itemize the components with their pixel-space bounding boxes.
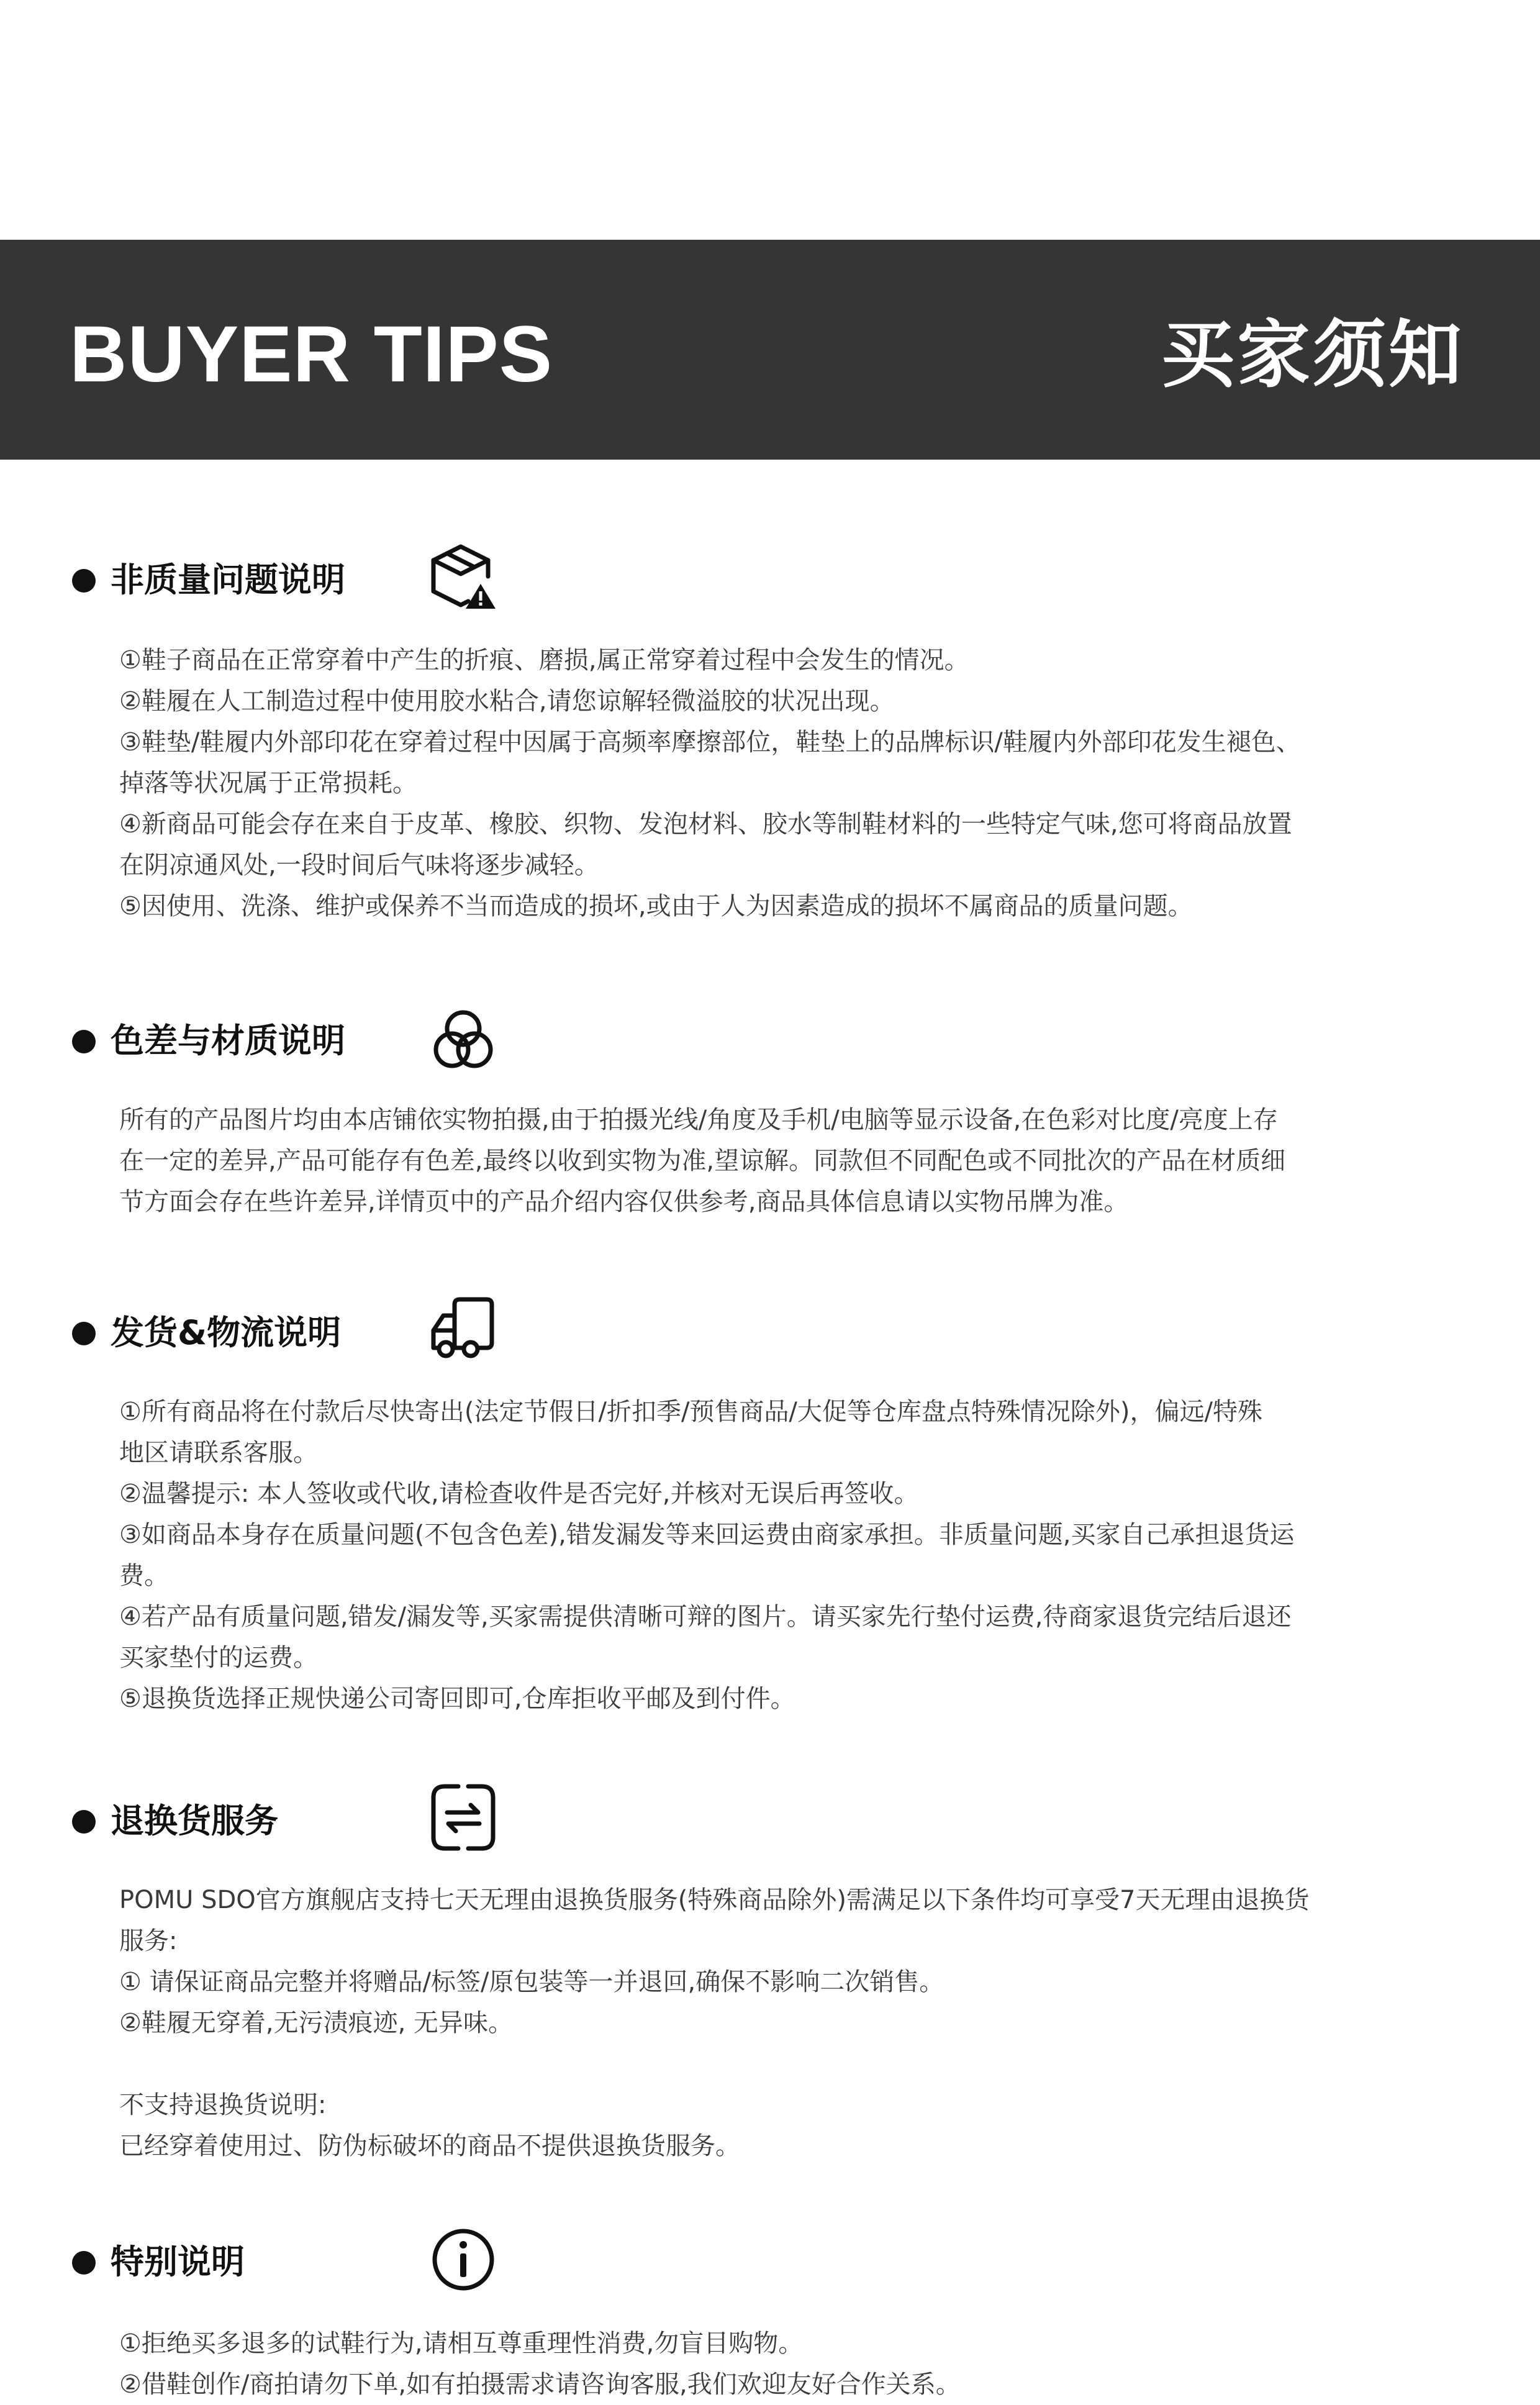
delivery-truck-icon [425,1291,502,1368]
body-line: 已经穿着使用过、防伪标破坏的商品不提供退换货服务。 [119,2132,740,2160]
banner-title-zh: 买家须知 [1161,312,1464,398]
body-line: 服务: [119,1927,178,1955]
bullet-dot [72,1030,96,1053]
body-line: ③鞋垫/鞋履内外部印花在穿着过程中因属于高频率摩擦部位，鞋垫上的品牌标识/鞋履内外部印花发生褪色、 [119,728,1301,757]
body-line: 在阴凉通风处,一段时间后气味将逐步减轻。 [119,851,599,880]
body-line: ②鞋履无穿着,无污渍痕迹, 无异味。 [119,2009,514,2037]
body-line: ②鞋履在人工制造过程中使用胶水粘合,请您谅解轻微溢胶的状况出现。 [119,687,895,716]
info-icon [425,2221,502,2298]
body-line: ①拒绝买多退多的试鞋行为,请相互尊重理性消费,勿盲目购物。 [119,2329,804,2358]
section-body [119,1099,1423,1222]
body-line: ①鞋子商品在正常穿着中产生的折痕、磨损,属正常穿着过程中会发生的情况。 [119,646,969,675]
box-warning-icon [425,538,502,615]
bullet-dot [72,2251,96,2275]
body-line: ⑤因使用、洗涤、维护或保养不当而造成的损坏,或由于人为因素造成的损坏不属商品的质量问题。 [119,892,1193,921]
body-line: ④新商品可能会存在来自于皮革、橡胶、织物、发泡材料、胶水等制鞋材料的一些特定气味,您可将商品放置 [119,810,1292,839]
body-line: 在一定的差异,产品可能存有色差,最终以收到实物为准,望谅解。同款但不同配色或不同批次的产品在材质细 [119,1147,1286,1175]
body-line: ②温馨提示: 本人签收或代收,请检查收件是否完好,并核对无误后再签收。 [119,1480,919,1508]
section-heading: 色差与材质说明 [111,1021,345,1060]
section-heading: 退换货服务 [111,1801,278,1840]
body-line: ②借鞋创作/商拍请勿下单,如有拍摄需求请咨询客服,我们欢迎友好合作关系。 [119,2370,961,2399]
blank-line [119,2044,1423,2084]
section-heading: 特别说明 [111,2242,245,2281]
section-body [119,1880,1423,2166]
bullet-dot [72,1810,96,1834]
banner-title-en: BUYER TIPS [70,310,553,399]
body-line: 买家垫付的运费。 [119,1643,318,1672]
header-banner [0,240,1540,460]
section-heading: 发货&物流说明 [111,1313,342,1352]
section-body [119,1391,1423,1719]
body-line: ⑤退换货选择正规快递公司寄回即可,仓库拒收平邮及到付件。 [119,1684,795,1713]
section-body [119,640,1423,927]
body-line: 费。 [119,1562,169,1590]
section-heading: 非质量问题说明 [111,560,345,599]
bullet-dot [72,569,96,593]
body-line: 不支持退换货说明: [119,2091,327,2119]
body-line: ③如商品本身存在质量问题(不包含色差),错发漏发等来回运费由商家承担。非质量问题,买家自己承担退货运 [119,1521,1295,1549]
body-line: ①所有商品将在付款后尽快寄出(法定节假日/折扣季/预售商品/大促等仓库盘点特殊情况除外)，偏远/特殊 [119,1398,1262,1426]
body-line: POMU SDO官方旗舰店支持七天无理由退换货服务(特殊商品除外)需满足以下条件均可享受7天无理由退换货 [119,1886,1310,1914]
exchange-icon [425,1779,502,1856]
body-line: ① 请保证商品完整并将赠品/标签/原包装等一并退回,确保不影响二次销售。 [119,1968,944,1996]
body-line: 地区请联系客服。 [119,1439,318,1467]
body-line: ④若产品有质量问题,错发/漏发等,买家需提供清晰可辩的图片。请买家先行垫付运费,待商家退货完结后退还 [119,1603,1292,1631]
body-line: 所有的产品图片均由本店铺依实物拍摄,由于拍摄光线/角度及手机/电脑等显示设备,在色彩对比度/亮度上存 [119,1106,1278,1134]
section-body [119,2323,1423,2405]
body-line: 节方面会存在些许差异,详情页中的产品介绍内容仅供参考,商品具体信息请以实物吊牌为准。 [119,1188,1129,1216]
bullet-dot [72,1322,96,1345]
body-line: 掉落等状况属于正常损耗。 [119,769,417,798]
color-circles-icon [425,1002,502,1080]
